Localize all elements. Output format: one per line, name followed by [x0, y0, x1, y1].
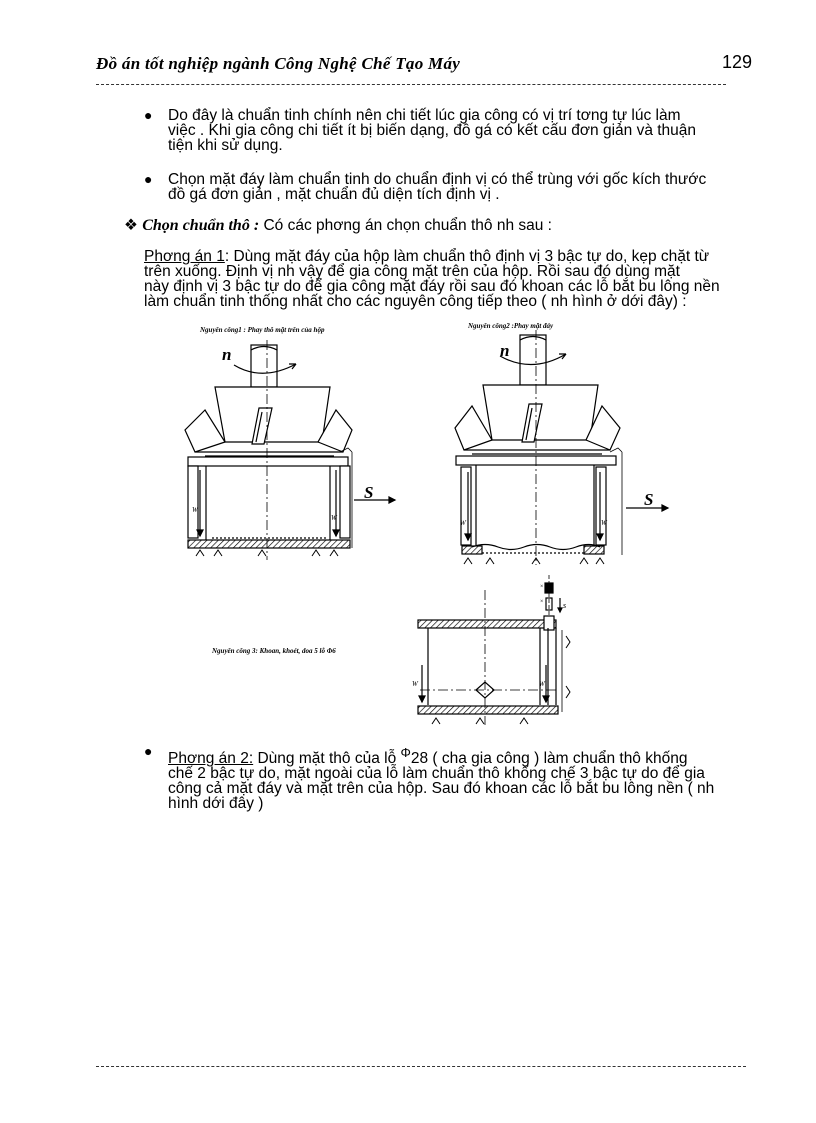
spindle-1 [251, 345, 277, 387]
text-line [168, 745, 768, 766]
option-2-paragraph [168, 745, 768, 811]
diamond-bullet-icon: ❖ [124, 217, 138, 234]
label-clamp-1: W [192, 506, 198, 514]
section-text: Có các phơng án chọn chuẩn thô nh sau : [259, 217, 552, 234]
text-line: tiện khi sử dụng. [168, 137, 283, 154]
label-clamp-6: W [539, 680, 545, 688]
section-title: Chọn chuẩn thô : [142, 217, 260, 234]
label-feed-3: s [563, 601, 567, 610]
cutter-head-1 [215, 387, 330, 442]
label-feed-2: S [644, 490, 654, 509]
text-line: công cả mặt đáy và mặt trên của hộp. Sau đó khoan các lỗ bắt bu lông nền ( nh [168, 780, 715, 798]
page-number: 129 [722, 52, 753, 72]
text-line: làm chuẩn tinh thống nhất cho các nguyên công tiếp theo ( nh hình ở dới đây) : [144, 293, 687, 310]
option-1-text: : Dùng mặt đáy của hộp làm chuẩn thô định vị 3 bậc tự do, kẹp chặt từ [224, 248, 710, 265]
bullet-icon: ● [144, 743, 153, 759]
drill-note-2: × [540, 599, 544, 605]
option-2-label: Phơng án 2: [168, 750, 254, 768]
option-2-text-b: 28 ( cha gia công ) làm chuẩn thô khống [410, 750, 688, 768]
spindle-2 [520, 335, 546, 385]
bullet-icon: ● [144, 171, 153, 187]
caption-operation-2: Nguyên công2 :Phay mặt đáy [468, 322, 554, 330]
text-line: việc . Khi gia công chi tiết ít bị biến dạng, đồ gá có kết cấu đơn giản và thuận [168, 122, 697, 139]
bullet-icon: ● [144, 107, 153, 123]
drawing-operation-3 [418, 575, 570, 725]
text-line: chế 2 bậc tự do, mặt ngoài của lỗ làm chuẩn thô khống chế 3 bậc tự do để gia [168, 765, 705, 783]
workpiece-top-3 [418, 620, 556, 628]
phi-symbol: Φ [400, 745, 411, 760]
text-line: này định vị 3 bậc tự do để gia công mặt đáy rồi sau đó khoan các lỗ bắt bu lông nền [144, 278, 720, 295]
footer-divider [96, 1066, 746, 1067]
caption-operation-3: Nguyên công 3: Khoan, khoét, doa 5 lỗ Φ6 [212, 647, 336, 655]
header-title: Đồ án tốt nghiệp ngành Công Nghệ Chế Tạo Máy [96, 54, 461, 73]
text-line: đồ gá đơn giản , mặt chuẩn đủ diện tích định vị . [168, 186, 500, 203]
label-clamp-3: W [460, 519, 466, 527]
workpiece-top-1 [188, 457, 348, 466]
label-rotation-2: n [500, 341, 510, 360]
drawing-operation-2 [455, 330, 668, 565]
drawing-operation-1 [185, 340, 395, 560]
label-clamp-4: W [601, 519, 607, 527]
label-clamp-2: W [331, 514, 337, 522]
caption-operation-1: Nguyên công1 : Phay thô mặt trên của hộp [200, 326, 325, 334]
label-rotation-1: n [222, 345, 232, 364]
drill-note-1: × [540, 584, 544, 590]
option-2-text-a: Dùng mặt thô của lỗ [253, 750, 401, 768]
text-line: Chọn mặt đáy làm chuẩn tinh do chuẩn định vị có thể trùng với gốc kích thước [168, 171, 707, 188]
text-line: Do đây là chuẩn tinh chính nên chi tiết lúc gia công có vị trí tơng tự lúc làm [168, 107, 681, 124]
option-1-label: Phơng án 1 [144, 248, 225, 265]
label-feed-1: S [364, 483, 374, 502]
label-clamp-5: W [412, 680, 418, 688]
text-line: trên xuống. Định vị nh vậy để gia công mặt trên của hộp. Rồi sau đó dùng mặt [144, 263, 680, 280]
text-line: hình dới đây ) [168, 795, 264, 813]
